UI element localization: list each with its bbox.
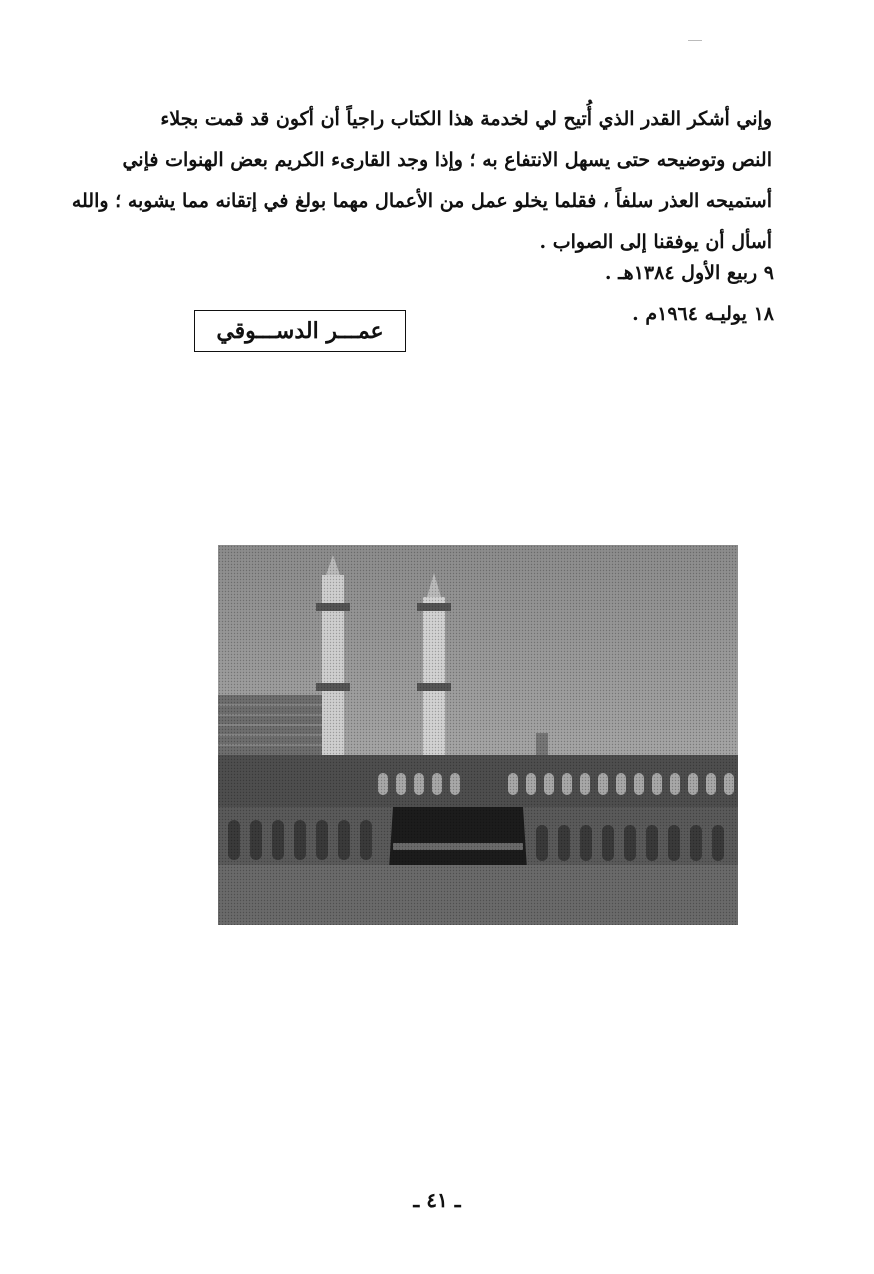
author-signature-box — [194, 310, 406, 352]
paragraph-line-4: أسأل أن يوفقنا إلى الصواب . — [539, 231, 772, 253]
author-name: عمـــر الدســـوقي — [216, 318, 384, 344]
mosque-photo-image — [218, 545, 738, 925]
scan-mark — [688, 40, 702, 41]
page-number: ـ ٤١ ـ — [413, 1188, 461, 1212]
paragraph-line-1: وإني أشكر القدر الذي أُتيح لي لخدمة هذا الكتاب راجياً أن أكون قد قمت بجلاء — [160, 108, 772, 130]
paragraph-line-3: أستميحه العذر سلفاً ، فقلما يخلو عمل من الأعمال مهما بولغ في إتقانه مما يشوبه ؛ والله — [71, 190, 772, 212]
hijri-date: ٩ ربيع الأول ١٣٨٤هـ . — [604, 262, 774, 284]
paragraph-line-2: النص وتوضيحه حتى يسهل الانتفاع به ؛ وإذا وجد القارىء الكريم بعض الهنوات فإني — [122, 149, 772, 171]
closing-paragraph — [71, 99, 772, 263]
kaaba-photograph — [218, 545, 738, 925]
gregorian-date: ١٨ يوليـه ١٩٦٤م . — [632, 303, 774, 325]
